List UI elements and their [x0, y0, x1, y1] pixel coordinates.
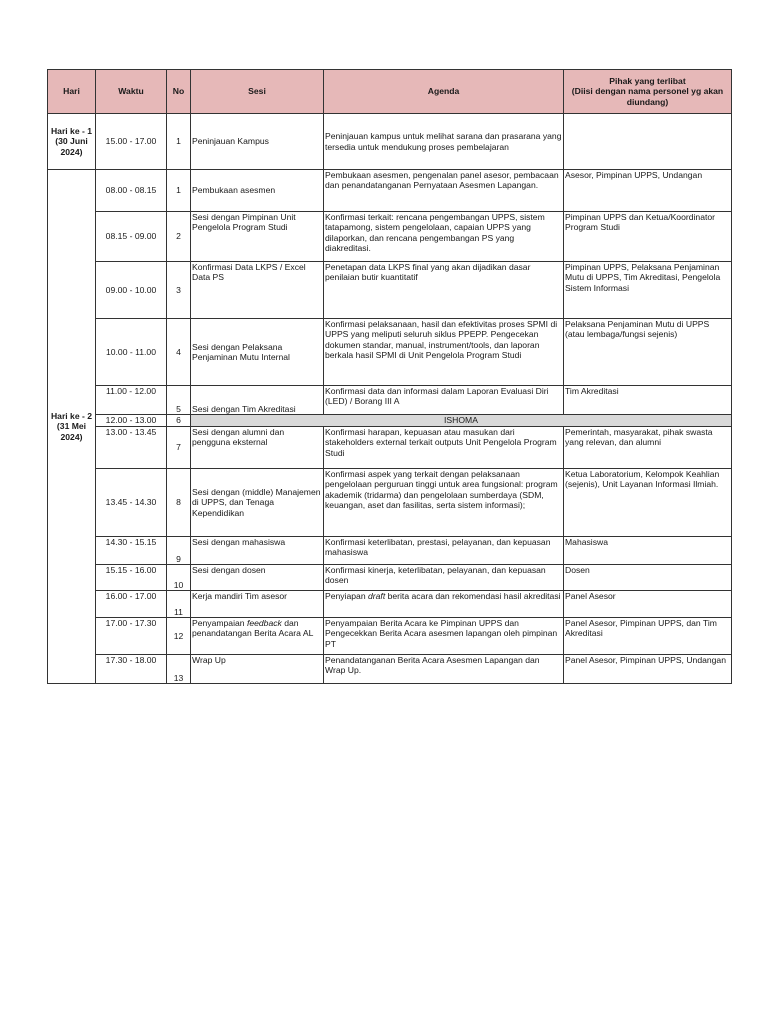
no-cell: 1 [167, 170, 191, 212]
pihak-cell: Pelaksana Penjaminan Mutu di UPPS (atau lembaga/fungsi sejenis) [564, 319, 732, 386]
waktu-cell: 11.00 - 12.00 [96, 386, 167, 415]
no-cell: 13 [167, 655, 191, 684]
day2-label: Hari ke - 2 (31 Mei 2024) [48, 170, 96, 684]
table-row [48, 114, 732, 170]
no-cell: 11 [167, 591, 191, 618]
waktu-cell: 13.00 - 13.45 [96, 427, 167, 469]
waktu-cell: 15.00 - 17.00 [96, 114, 167, 170]
agenda-cell: Peninjauan kampus untuk melihat sarana dan prasarana yang tersedia untuk mendukung proses pembelajaran [324, 114, 564, 170]
table-row [48, 170, 732, 212]
sesi-cell: Sesi dengan Pelaksana Penjaminan Mutu Internal [191, 319, 324, 386]
table-row [48, 655, 732, 684]
header-hari: Hari [48, 70, 96, 114]
no-cell: 1 [167, 114, 191, 170]
table-row [48, 427, 732, 469]
table-row [48, 319, 732, 386]
no-cell: 8 [167, 469, 191, 537]
waktu-cell: 17.30 - 18.00 [96, 655, 167, 684]
waktu-cell: 13.45 - 14.30 [96, 469, 167, 537]
header-pihak-note: (Diisi dengan nama personel yg akan diundang) [571, 86, 724, 107]
waktu-cell: 08.15 - 09.00 [96, 212, 167, 262]
header-waktu: Waktu [96, 70, 167, 114]
pihak-cell: Dosen [564, 565, 732, 591]
table-row [48, 591, 732, 618]
sesi-cell: Pembukaan asesmen [191, 170, 324, 212]
ishoma-label: ISHOMA [191, 415, 732, 427]
agenda-cell: Penetapan data LKPS final yang akan dijadikan dasar penilaian butir kuantitatif [324, 262, 564, 319]
waktu-cell: 15.15 - 16.00 [96, 565, 167, 591]
sesi-cell: Sesi dengan dosen [191, 565, 324, 591]
waktu-cell: 12.00 - 13.00 [96, 415, 167, 427]
no-cell: 3 [167, 262, 191, 319]
sesi-cell: Sesi dengan alumni dan pengguna eksternal [191, 427, 324, 469]
agenda-cell: Konfirmasi keterlibatan, prestasi, pelayanan, dan kepuasan mahasiswa [324, 537, 564, 565]
no-cell: 7 [167, 427, 191, 469]
waktu-cell: 09.00 - 10.00 [96, 262, 167, 319]
header-pihak [564, 70, 732, 114]
schedule-table [47, 69, 732, 684]
sesi-cell [191, 618, 324, 655]
header-sesi: Sesi [191, 70, 324, 114]
no-cell: 6 [167, 415, 191, 427]
table-row [48, 212, 732, 262]
pihak-cell: Ketua Laboratorium, Kelompok Keahlian (sejenis), Unit Layanan Informasi Ilmiah. [564, 469, 732, 537]
pihak-cell: Pimpinan UPPS dan Ketua/Koordinator Program Studi [564, 212, 732, 262]
sesi-text-post: dan penandatangan Berita Acara AL [192, 618, 314, 639]
no-cell: 10 [167, 565, 191, 591]
table-row [48, 469, 732, 537]
agenda-text-pre: Penyiapan [325, 591, 369, 601]
agenda-cell: Konfirmasi aspek yang terkait dengan pelaksanaan pengelolaan perguruan tinggi untuk area fungsional: program akademik (tridarma) dan pengelolaan sumberdaya (SDM, keuangan, aset dan fasilitas, serta sistem informasi); [324, 469, 564, 537]
table-row [48, 386, 732, 415]
sesi-cell: Sesi dengan (middle) Manajemen di UPPS, dan Tenaga Kependidikan [191, 469, 324, 537]
agenda-cell: Konfirmasi kinerja, keterlibatan, pelayanan, dan kepuasan dosen [324, 565, 564, 591]
sesi-cell: Konfirmasi Data LKPS / Excel Data PS [191, 262, 324, 319]
sesi-cell: Sesi dengan Tim Akreditasi [191, 386, 324, 415]
no-cell: 4 [167, 319, 191, 386]
agenda-cell: Konfirmasi pelaksanaan, hasil dan efektivitas proses SPMI di UPPS yang meliputi seluruh siklus PPEPP. Pengecekan dokumen standar, manual, instrument/tools, dan laporan berkala hasil SPMI di Unit Pengelola Program Studi [324, 319, 564, 386]
table-row [48, 618, 732, 655]
header-row [48, 70, 732, 114]
agenda-text-emphasis: draft [368, 591, 386, 601]
sesi-cell: Sesi dengan mahasiswa [191, 537, 324, 565]
pihak-cell [564, 114, 732, 170]
header-pihak-title: Pihak yang terlibat [609, 75, 686, 86]
sesi-cell: Wrap Up [191, 655, 324, 684]
pihak-cell: Panel Asesor [564, 591, 732, 618]
table-row-ishoma [48, 415, 732, 427]
agenda-cell: Konfirmasi harapan, kepuasan atau masukan dari stakeholders external terkait outputs Unit Pengelola Program Studi [324, 427, 564, 469]
sesi-cell: Kerja mandiri Tim asesor [191, 591, 324, 618]
no-cell: 9 [167, 537, 191, 565]
waktu-cell: 16.00 - 17.00 [96, 591, 167, 618]
sesi-cell: Sesi dengan Pimpinan Unit Pengelola Program Studi [191, 212, 324, 262]
no-cell: 12 [167, 618, 191, 655]
table-row [48, 565, 732, 591]
pihak-cell: Pemerintah, masyarakat, pihak swasta yang relevan, dan alumni [564, 427, 732, 469]
waktu-cell: 10.00 - 11.00 [96, 319, 167, 386]
waktu-cell: 17.00 - 17.30 [96, 618, 167, 655]
agenda-cell: Penandatanganan Berita Acara Asesmen Lapangan dan Wrap Up. [324, 655, 564, 684]
no-cell: 5 [167, 386, 191, 415]
agenda-cell: Penyampaian Berita Acara ke Pimpinan UPPS dan Pengecekkan Berita Acara asesmen lapangan oleh pimpinan PT [324, 618, 564, 655]
agenda-text-post: berita acara dan rekomendasi hasil akreditasi [385, 591, 561, 601]
sesi-text-pre: Penyampaian [192, 618, 247, 628]
agenda-cell [324, 591, 564, 618]
agenda-cell: Konfirmasi terkait: rencana pengembangan UPPS, sistem tatapamong, sistem pengelolaan, capaian UPPS yang dilaporkan, dan rencana pengembangan PS yang diakreditasi. [324, 212, 564, 262]
agenda-cell: Konfirmasi data dan informasi dalam Laporan Evaluasi Diri (LED) / Borang III A [324, 386, 564, 415]
header-agenda: Agenda [324, 70, 564, 114]
pihak-cell: Pimpinan UPPS, Pelaksana Penjaminan Mutu di UPPS, Tim Akreditasi, Pengelola Sistem Informasi [564, 262, 732, 319]
waktu-cell: 08.00 - 08.15 [96, 170, 167, 212]
no-cell: 2 [167, 212, 191, 262]
table-row [48, 537, 732, 565]
pihak-cell: Panel Asesor, Pimpinan UPPS, Undangan [564, 655, 732, 684]
pihak-cell: Panel Asesor, Pimpinan UPPS, dan Tim Akreditasi [564, 618, 732, 655]
agenda-cell: Pembukaan asesmen, pengenalan panel asesor, pembacaan dan penandatanganan Pernyataan Asesmen Lapangan. [324, 170, 564, 212]
pihak-cell: Mahasiswa [564, 537, 732, 565]
pihak-cell: Tim Akreditasi [564, 386, 732, 415]
day1-label: Hari ke - 1 (30 Juni 2024) [48, 114, 96, 170]
sesi-cell: Peninjauan Kampus [191, 114, 324, 170]
sesi-text-emphasis: feedback [246, 618, 282, 628]
waktu-cell: 14.30 - 15.15 [96, 537, 167, 565]
pihak-cell: Asesor, Pimpinan UPPS, Undangan [564, 170, 732, 212]
table-row [48, 262, 732, 319]
header-no: No [167, 70, 191, 114]
